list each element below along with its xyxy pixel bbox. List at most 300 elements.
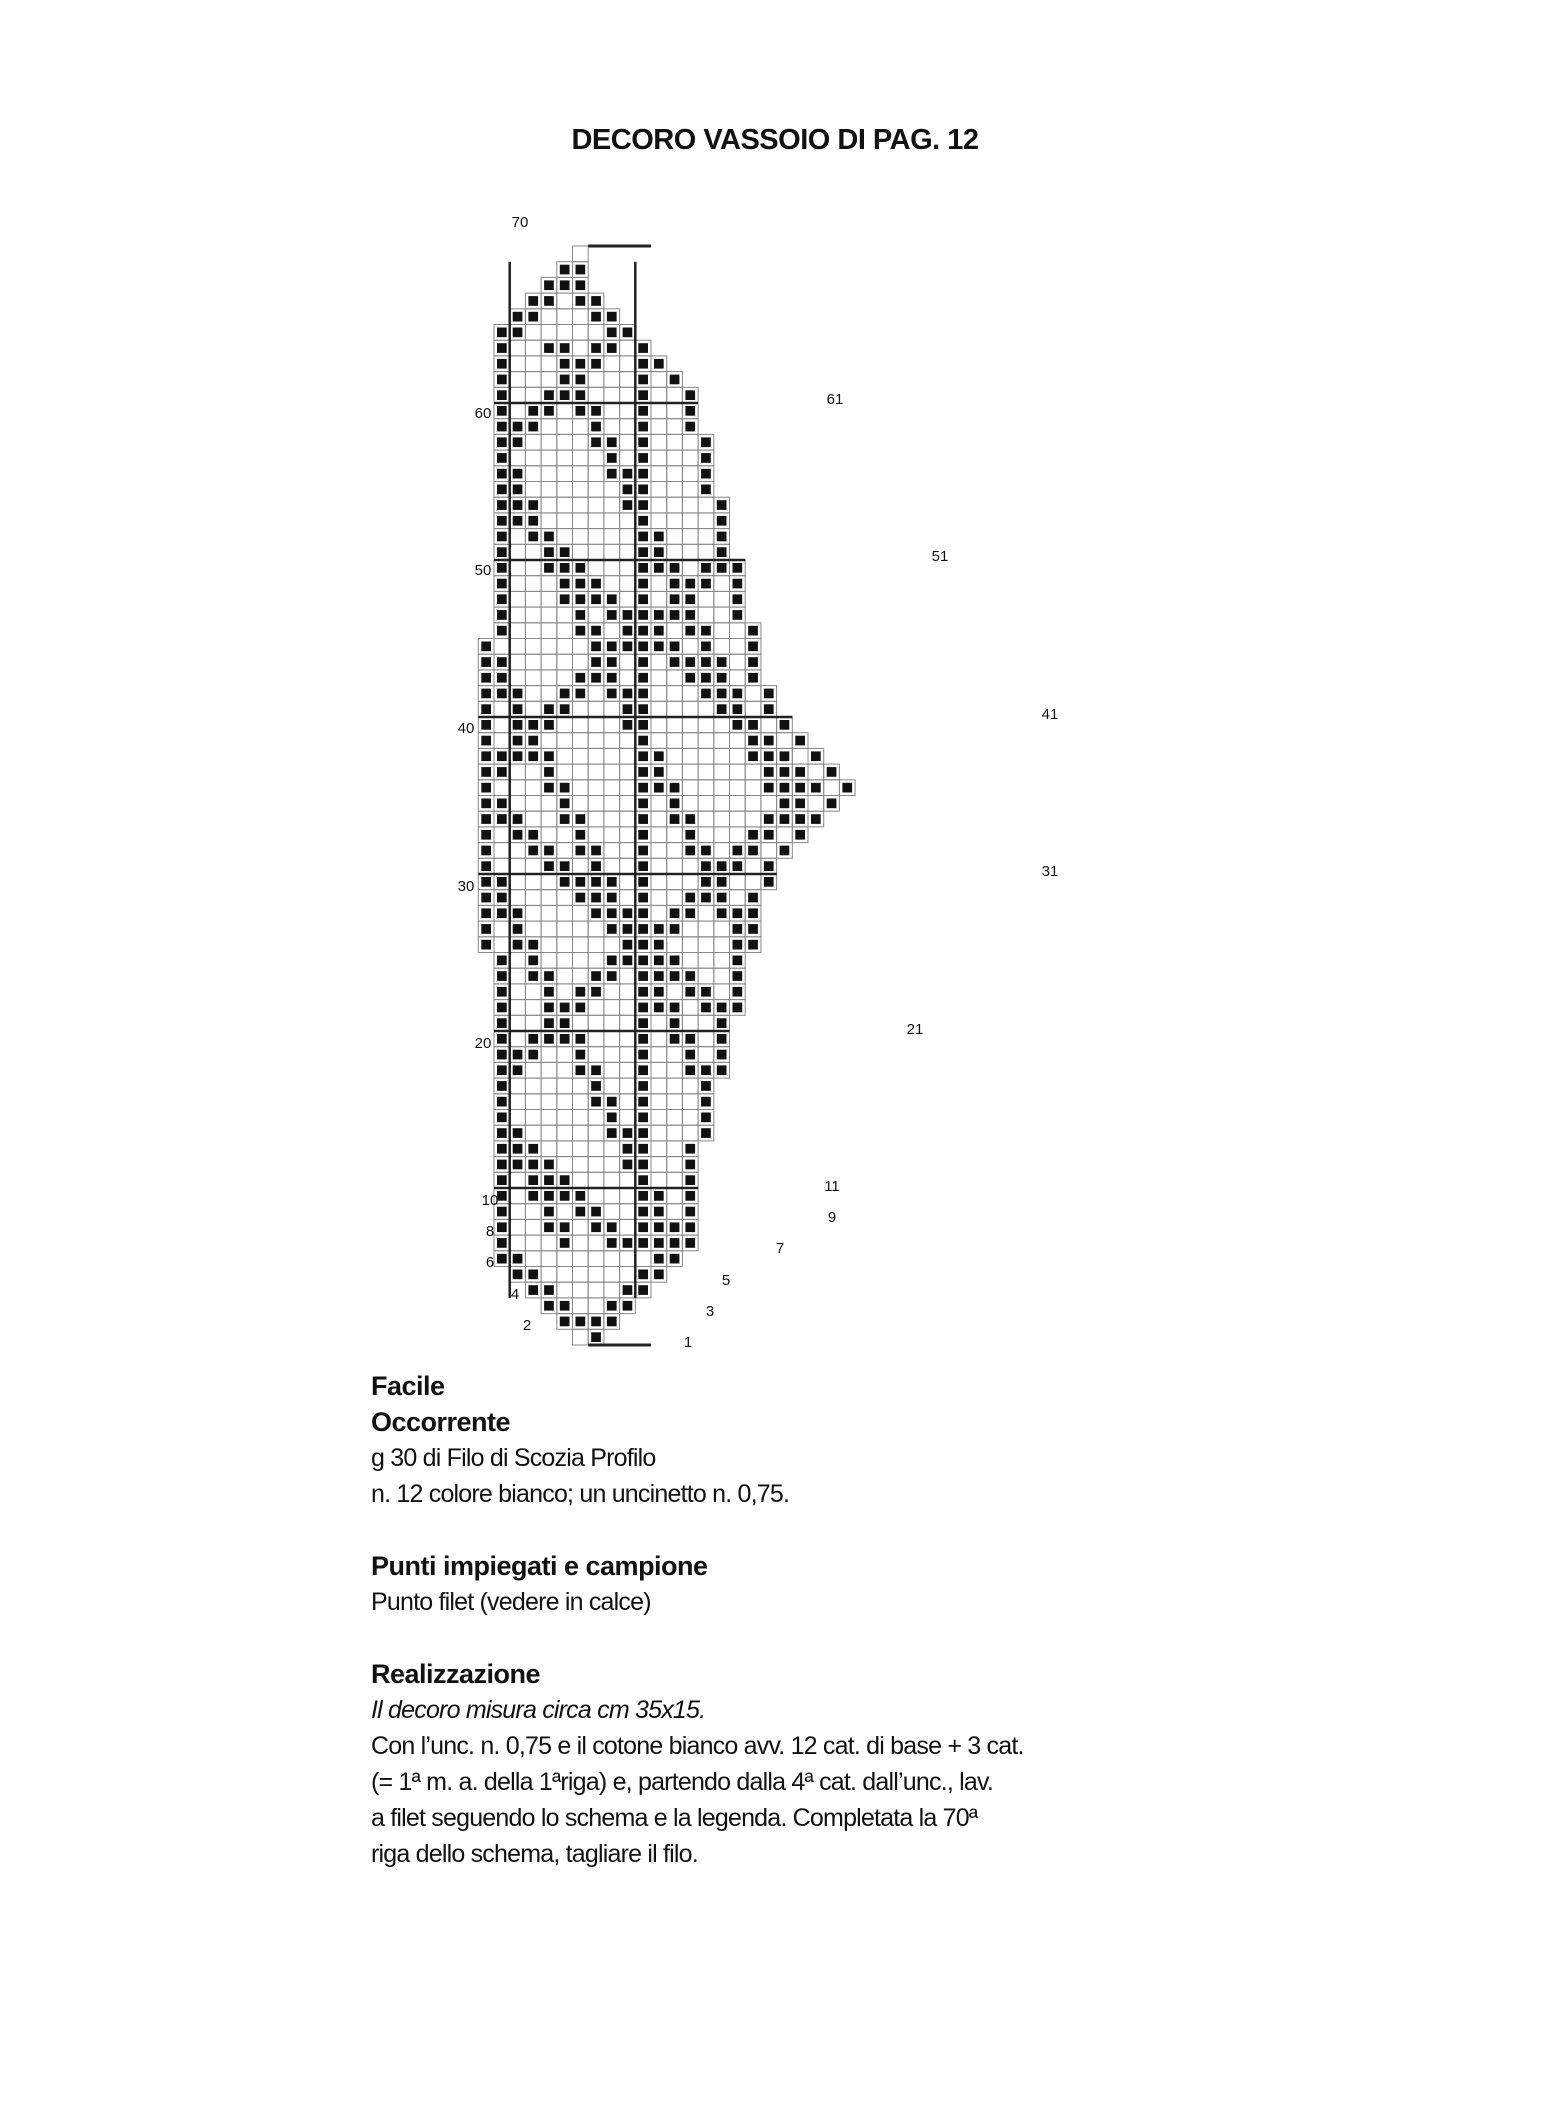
- grid-cell: [620, 654, 636, 670]
- grid-cell: [557, 466, 573, 482]
- grid-cell: [682, 921, 698, 937]
- filled-block: [623, 485, 633, 495]
- filled-block: [513, 736, 523, 746]
- filled-block: [481, 799, 491, 809]
- grid-cell: [557, 733, 573, 749]
- grid-cell: [761, 843, 777, 859]
- filled-block: [560, 814, 570, 824]
- grid-cell: [588, 607, 604, 623]
- filled-block: [544, 1191, 554, 1201]
- grid-cell: [510, 560, 526, 576]
- row-label-right: 1: [683, 1334, 693, 1351]
- filled-block: [576, 1317, 586, 1327]
- filled-block: [591, 861, 601, 871]
- grid-cell: [667, 466, 683, 482]
- filled-block: [513, 814, 523, 824]
- filled-block: [497, 1207, 507, 1217]
- grid-cell: [557, 764, 573, 780]
- filled-block: [654, 987, 664, 997]
- grid-cell: [651, 387, 667, 403]
- filled-block: [717, 877, 727, 887]
- grid-cell: [604, 544, 620, 560]
- filled-block: [591, 312, 601, 322]
- grid-cell: [541, 372, 557, 388]
- filled-block: [513, 422, 523, 432]
- row-label-right: 31: [1041, 863, 1059, 880]
- grid-cell: [667, 1094, 683, 1110]
- grid-cell: [588, 921, 604, 937]
- row-label-left: 8: [485, 1223, 495, 1240]
- filled-block: [576, 689, 586, 699]
- grid-cell: [588, 1031, 604, 1047]
- making-text: (= 1ª m. a. della 1ªriga) e, partendo dalla 4ª cat. dall’unc., lav.: [371, 1768, 993, 1796]
- grid-cell: [620, 513, 636, 529]
- filled-block: [497, 814, 507, 824]
- row-label-right: 11: [824, 1178, 840, 1195]
- filled-block: [623, 469, 633, 479]
- grid-cell: [667, 984, 683, 1000]
- grid-cell: [604, 372, 620, 388]
- filled-block: [513, 1065, 523, 1075]
- filled-block: [638, 579, 648, 589]
- grid-cell: [588, 686, 604, 702]
- filled-block: [638, 1081, 648, 1091]
- grid-cell: [604, 827, 620, 843]
- filled-block: [513, 924, 523, 934]
- materials-text: g 30 di Filo di Scozia Profilo: [371, 1444, 656, 1472]
- grid-cell: [541, 576, 557, 592]
- grid-cell: [698, 905, 714, 921]
- grid-cell: [730, 670, 746, 686]
- grid-cell: [588, 1000, 604, 1016]
- grid-cell: [541, 1267, 557, 1283]
- grid-cell: [573, 639, 589, 655]
- grid-cell: [541, 607, 557, 623]
- grid-cell: [667, 497, 683, 513]
- grid-cell: [510, 1110, 526, 1126]
- grid-cell: [557, 1282, 573, 1298]
- grid-cell: [541, 1235, 557, 1251]
- filled-block: [497, 751, 507, 761]
- filled-block: [591, 343, 601, 353]
- filled-block: [795, 814, 805, 824]
- filled-block: [497, 971, 507, 981]
- filled-block: [638, 924, 648, 934]
- filled-block: [497, 375, 507, 385]
- filled-block: [497, 1191, 507, 1201]
- grid-cell: [510, 372, 526, 388]
- filled-block: [544, 751, 554, 761]
- grid-cell: [557, 497, 573, 513]
- filled-block: [528, 1191, 538, 1201]
- grid-cell: [667, 1172, 683, 1188]
- grid-cell: [557, 937, 573, 953]
- filled-block: [638, 1097, 648, 1107]
- filled-block: [497, 500, 507, 510]
- grid-cell: [525, 1015, 541, 1031]
- grid-cell: [588, 387, 604, 403]
- filled-block: [607, 956, 617, 966]
- filled-block: [497, 343, 507, 353]
- grid-cell: [588, 780, 604, 796]
- filled-block: [638, 1065, 648, 1075]
- filled-block: [638, 453, 648, 463]
- grid-cell: [682, 764, 698, 780]
- grid-cell: [698, 921, 714, 937]
- filled-block: [638, 1191, 648, 1201]
- filled-block: [654, 956, 664, 966]
- grid-cell: [557, 1204, 573, 1220]
- filled-block: [701, 893, 711, 903]
- grid-cell: [541, 1078, 557, 1094]
- filled-block: [513, 704, 523, 714]
- grid-cell: [730, 780, 746, 796]
- grid-cell: [604, 403, 620, 419]
- grid-cell: [620, 1078, 636, 1094]
- grid-cell: [525, 1219, 541, 1235]
- filled-block: [576, 390, 586, 400]
- filled-block: [764, 767, 774, 777]
- filled-block: [701, 987, 711, 997]
- filled-block: [560, 280, 570, 290]
- filled-block: [497, 1238, 507, 1248]
- filled-block: [481, 673, 491, 683]
- grid-cell: [667, 764, 683, 780]
- filled-block: [748, 893, 758, 903]
- grid-cell: [792, 748, 808, 764]
- filled-block: [670, 657, 680, 667]
- grid-cell: [573, 544, 589, 560]
- grid-cell: [714, 623, 730, 639]
- grid-cell: [714, 921, 730, 937]
- grid-cell: [620, 968, 636, 984]
- filled-block: [560, 359, 570, 369]
- grid-cell: [588, 450, 604, 466]
- grid-cell: [525, 434, 541, 450]
- grid-cell: [714, 843, 730, 859]
- filled-block: [670, 814, 680, 824]
- filled-block: [607, 893, 617, 903]
- filled-block: [638, 437, 648, 447]
- filled-block: [528, 830, 538, 840]
- grid-cell: [557, 968, 573, 984]
- grid-cell: [541, 1094, 557, 1110]
- filled-block: [607, 673, 617, 683]
- grid-cell: [525, 356, 541, 372]
- grid-cell: [510, 984, 526, 1000]
- difficulty-label: Facile: [371, 1371, 445, 1401]
- filled-block: [623, 500, 633, 510]
- filled-block: [748, 908, 758, 918]
- grid-cell: [667, 858, 683, 874]
- filled-block: [685, 908, 695, 918]
- grid-cell: [541, 450, 557, 466]
- grid-cell: [651, 466, 667, 482]
- filled-block: [685, 390, 695, 400]
- filled-block: [795, 767, 805, 777]
- filled-block: [528, 971, 538, 981]
- filled-block: [497, 516, 507, 526]
- filled-block: [638, 547, 648, 557]
- grid-cell: [588, 325, 604, 341]
- filled-block: [717, 547, 727, 557]
- grid-cell: [714, 764, 730, 780]
- grid-cell: [557, 1141, 573, 1157]
- grid-cell: [588, 1141, 604, 1157]
- filled-block: [654, 1003, 664, 1013]
- filled-block: [591, 642, 601, 652]
- filled-block: [481, 924, 491, 934]
- filled-block: [638, 657, 648, 667]
- filled-block: [481, 657, 491, 667]
- filled-block: [670, 971, 680, 981]
- grid-cell: [682, 529, 698, 545]
- grid-cell: [573, 1219, 589, 1235]
- filled-block: [544, 1301, 554, 1311]
- grid-cell: [510, 1000, 526, 1016]
- grid-cell: [510, 890, 526, 906]
- filled-block: [513, 1270, 523, 1280]
- grid-cell: [667, 513, 683, 529]
- grid-cell: [730, 654, 746, 670]
- grid-cell: [588, 513, 604, 529]
- filled-block: [638, 689, 648, 699]
- stitches-heading: Punti impiegati e campione: [371, 1551, 708, 1581]
- filled-block: [701, 1113, 711, 1123]
- grid-cell: [494, 701, 510, 717]
- grid-cell: [620, 1015, 636, 1031]
- filled-block: [481, 736, 491, 746]
- filled-block: [497, 610, 507, 620]
- filled-block: [638, 908, 648, 918]
- grid-cell: [510, 670, 526, 686]
- grid-cell: [573, 482, 589, 498]
- filled-block: [497, 359, 507, 369]
- page-title: DECORO VASSOIO DI PAG. 12: [571, 124, 979, 156]
- grid-cell: [651, 1172, 667, 1188]
- grid-cell: [573, 419, 589, 435]
- grid-cell: [541, 1125, 557, 1141]
- filled-block: [733, 861, 743, 871]
- grid-cell: [620, 1267, 636, 1283]
- grid-cell: [510, 340, 526, 356]
- grid-cell: [651, 434, 667, 450]
- filled-block: [795, 736, 805, 746]
- filled-block: [591, 971, 601, 981]
- row-label-left: 30: [457, 878, 475, 895]
- filled-block: [748, 751, 758, 761]
- grid-cell: [557, 1157, 573, 1173]
- grid-cell: [525, 764, 541, 780]
- grid-cell: [745, 780, 761, 796]
- filled-block: [528, 940, 538, 950]
- grid-cell: [745, 796, 761, 812]
- grid-cell: [698, 1031, 714, 1047]
- filled-block: [701, 579, 711, 589]
- filled-block: [544, 1285, 554, 1295]
- filled-block: [795, 799, 805, 809]
- grid-cell: [651, 450, 667, 466]
- grid-cell: [541, 1141, 557, 1157]
- filled-block: [811, 814, 821, 824]
- grid-cell: [573, 1282, 589, 1298]
- grid-cell: [510, 1015, 526, 1031]
- grid-cell: [588, 1015, 604, 1031]
- filled-block: [748, 673, 758, 683]
- grid-cell: [557, 513, 573, 529]
- filled-block: [717, 861, 727, 871]
- grid-cell: [541, 670, 557, 686]
- filled-block: [733, 846, 743, 856]
- filled-block: [481, 720, 491, 730]
- filled-block: [497, 626, 507, 636]
- making-heading: Realizzazione: [371, 1659, 541, 1689]
- grid-cell: [682, 450, 698, 466]
- filled-block: [685, 814, 695, 824]
- grid-cell: [620, 827, 636, 843]
- grid-cell: [525, 340, 541, 356]
- grid-cell: [604, 780, 620, 796]
- grid-cell: [604, 1172, 620, 1188]
- grid-cell: [557, 843, 573, 859]
- filled-block: [528, 956, 538, 966]
- grid-cell: [714, 717, 730, 733]
- filled-block: [638, 532, 648, 542]
- filled-block: [733, 940, 743, 950]
- filled-block: [560, 579, 570, 589]
- filled-block: [560, 861, 570, 871]
- grid-cell: [525, 1204, 541, 1220]
- grid-cell: [604, 1031, 620, 1047]
- filled-block: [670, 610, 680, 620]
- grid-cell: [651, 1047, 667, 1063]
- grid-cell: [510, 843, 526, 859]
- filled-block: [654, 563, 664, 573]
- filled-block: [497, 406, 507, 416]
- row-label-left: 6: [485, 1254, 495, 1271]
- filled-block: [544, 280, 554, 290]
- grid-cell: [541, 811, 557, 827]
- filled-block: [733, 579, 743, 589]
- filled-block: [497, 532, 507, 542]
- grid-cell: [667, 1110, 683, 1126]
- grid-cell: [667, 544, 683, 560]
- filled-block: [513, 1128, 523, 1138]
- grid-cell: [604, 748, 620, 764]
- grid-cell: [557, 827, 573, 843]
- grid-cell: [588, 748, 604, 764]
- filled-block: [607, 453, 617, 463]
- filled-block: [638, 469, 648, 479]
- grid-cell: [761, 796, 777, 812]
- grid-cell: [730, 733, 746, 749]
- grid-cell: [651, 1110, 667, 1126]
- grid-cell: [682, 1110, 698, 1126]
- grid-cell: [541, 1251, 557, 1267]
- grid-cell: [588, 560, 604, 576]
- filled-block: [638, 830, 648, 840]
- filled-block: [513, 830, 523, 840]
- filled-block: [638, 1238, 648, 1248]
- filled-block: [717, 1050, 727, 1060]
- grid-cell: [604, 356, 620, 372]
- filled-block: [513, 328, 523, 338]
- filled-block: [497, 1175, 507, 1185]
- grid-cell: [604, 937, 620, 953]
- filled-block: [780, 720, 790, 730]
- grid-cell: [714, 937, 730, 953]
- filled-block: [591, 846, 601, 856]
- grid-cell: [588, 1125, 604, 1141]
- filled-block: [591, 406, 601, 416]
- grid-cell: [698, 591, 714, 607]
- row-label-right: 7: [775, 1240, 785, 1257]
- filled-block: [576, 594, 586, 604]
- filled-block: [528, 422, 538, 432]
- grid-cell: [604, 701, 620, 717]
- filled-block: [497, 453, 507, 463]
- grid-cell: [651, 654, 667, 670]
- grid-cell: [494, 733, 510, 749]
- grid-cell: [541, 482, 557, 498]
- grid-cell: [745, 874, 761, 890]
- grid-cell: [698, 529, 714, 545]
- grid-cell: [541, 1047, 557, 1063]
- filled-block: [701, 453, 711, 463]
- filled-block: [638, 642, 648, 652]
- filled-block: [497, 1018, 507, 1028]
- grid-cell: [714, 733, 730, 749]
- grid-cell: [588, 544, 604, 560]
- grid-cell: [541, 434, 557, 450]
- grid-cell: [604, 513, 620, 529]
- grid-cell: [541, 890, 557, 906]
- filled-block: [638, 814, 648, 824]
- filled-block: [576, 830, 586, 840]
- grid-cell: [557, 1267, 573, 1283]
- grid-cell: [620, 340, 636, 356]
- filled-block: [513, 940, 523, 950]
- filled-block: [623, 1238, 633, 1248]
- grid-cell: [620, 843, 636, 859]
- grid-cell: [510, 403, 526, 419]
- grid-cell: [651, 513, 667, 529]
- grid-cell: [698, 827, 714, 843]
- grid-cell: [588, 1047, 604, 1063]
- grid-cell: [588, 811, 604, 827]
- grid-cell: [604, 560, 620, 576]
- size-note: Il decoro misura circa cm 35x15.: [371, 1696, 706, 1724]
- filled-block: [576, 987, 586, 997]
- filled-block: [481, 908, 491, 918]
- filled-block: [638, 626, 648, 636]
- filled-block: [717, 1003, 727, 1013]
- filled-block: [513, 485, 523, 495]
- filled-block: [591, 1097, 601, 1107]
- grid-cell: [525, 1094, 541, 1110]
- grid-cell: [510, 591, 526, 607]
- grid-cell: [667, 701, 683, 717]
- grid-cell: [620, 1047, 636, 1063]
- grid-cell: [667, 1062, 683, 1078]
- grid-cell: [525, 591, 541, 607]
- grid-cell: [510, 639, 526, 655]
- grid-cell: [620, 450, 636, 466]
- filled-block: [607, 1097, 617, 1107]
- filled-block: [576, 1003, 586, 1013]
- grid-cell: [541, 309, 557, 325]
- filled-block: [827, 799, 837, 809]
